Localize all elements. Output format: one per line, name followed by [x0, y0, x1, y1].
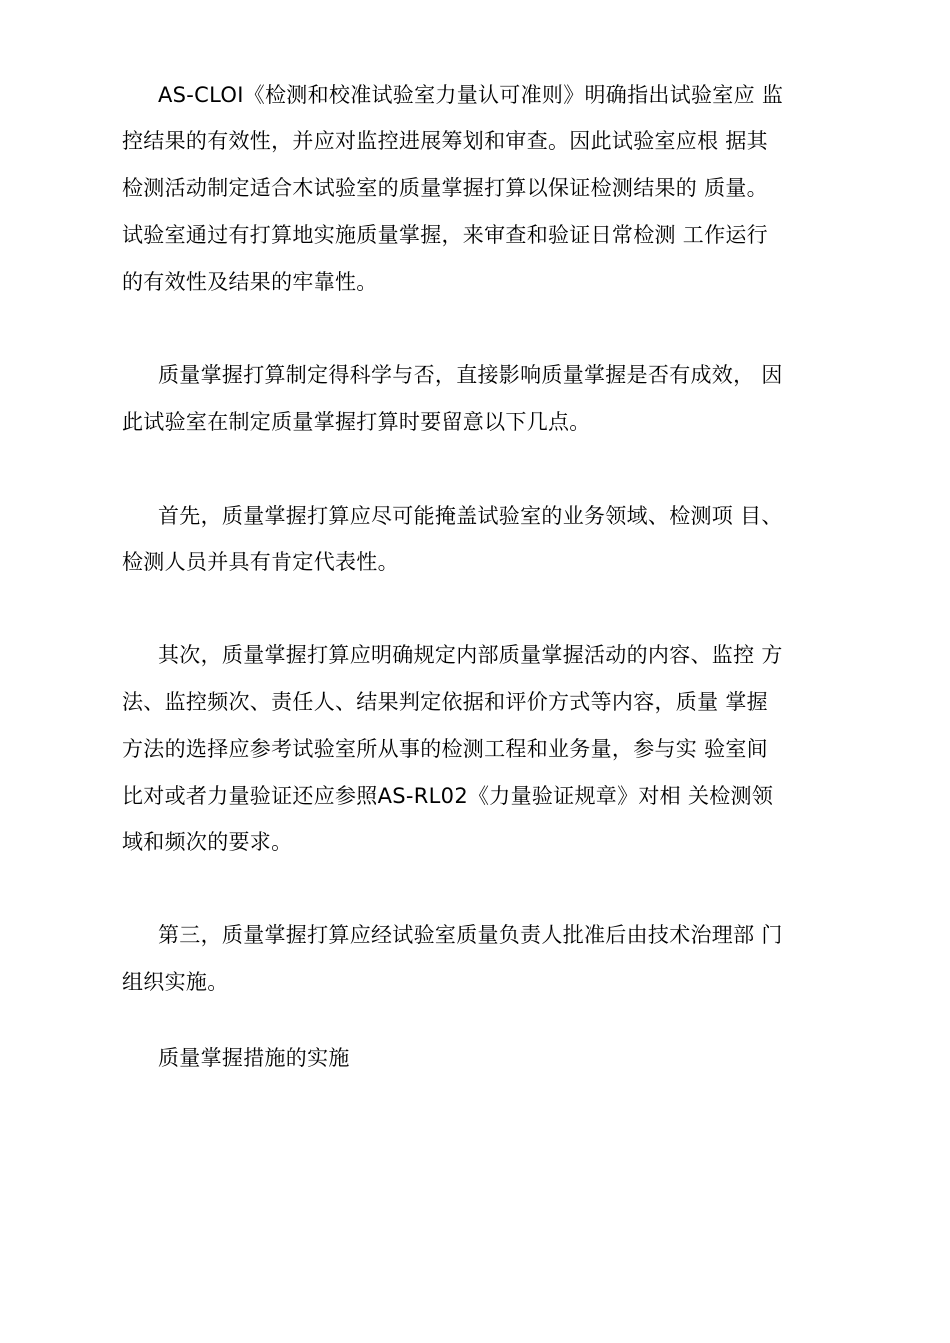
paragraph-1-line-1: AS-CLOI《检测和校准试验室力量认可准则》明确指出试验室应 监: [158, 83, 784, 107]
paragraph-4-line-4: 比对或者力量验证还应参照AS-RL02《力量验证规章》对相 关检测领: [122, 784, 774, 808]
paragraph-2-line-1: 质量掌握打算制定得科学与否，直接影响质量掌握是否有成效， 因: [158, 363, 783, 387]
paragraph-1-line-5: 的有效性及结果的牢靠性。: [122, 270, 378, 294]
paragraph-2-line-2: 此试验室在制定质量掌握打算时要留意以下几点。: [122, 410, 591, 434]
paragraph-4-line-1: 其次，质量掌握打算应明确规定内部质量掌握活动的内容、监控 方: [158, 643, 783, 667]
paragraph-4-line-3: 方法的选择应参考试验室所从事的检测工程和业务量，参与实 验室间: [122, 737, 768, 761]
paragraph-1-line-2: 控结果的有效性，并应对监控进展筹划和审查。因此试验室应根 据其: [122, 129, 768, 153]
paragraph-1-line-4: 试验室通过有打算地实施质量掌握，来审查和验证日常检测 工作运行: [122, 223, 768, 247]
paragraph-1-line-3: 检测活动制定适合木试验室的质量掌握打算以保证检测结果的 质量。: [122, 176, 768, 200]
paragraph-5-line-1: 第三，质量掌握打算应经试验室质量负责人批准后由技术治理部 门: [158, 923, 783, 947]
paragraph-5-line-2: 组织实施。: [122, 970, 229, 994]
paragraph-4-line-2: 法、监控频次、责任人、结果判定依据和评价方式等内容，质量 掌握: [122, 690, 768, 714]
paragraph-3-line-1: 首先，质量掌握打算应尽可能掩盖试验室的业务领域、检测项 目、: [158, 504, 783, 528]
section-heading: 质量掌握措施的实施: [158, 1046, 350, 1070]
paragraph-4-line-5: 域和频次的要求。: [122, 830, 293, 854]
paragraph-3-line-2: 检测人员并具有肯定代表性。: [122, 550, 399, 574]
